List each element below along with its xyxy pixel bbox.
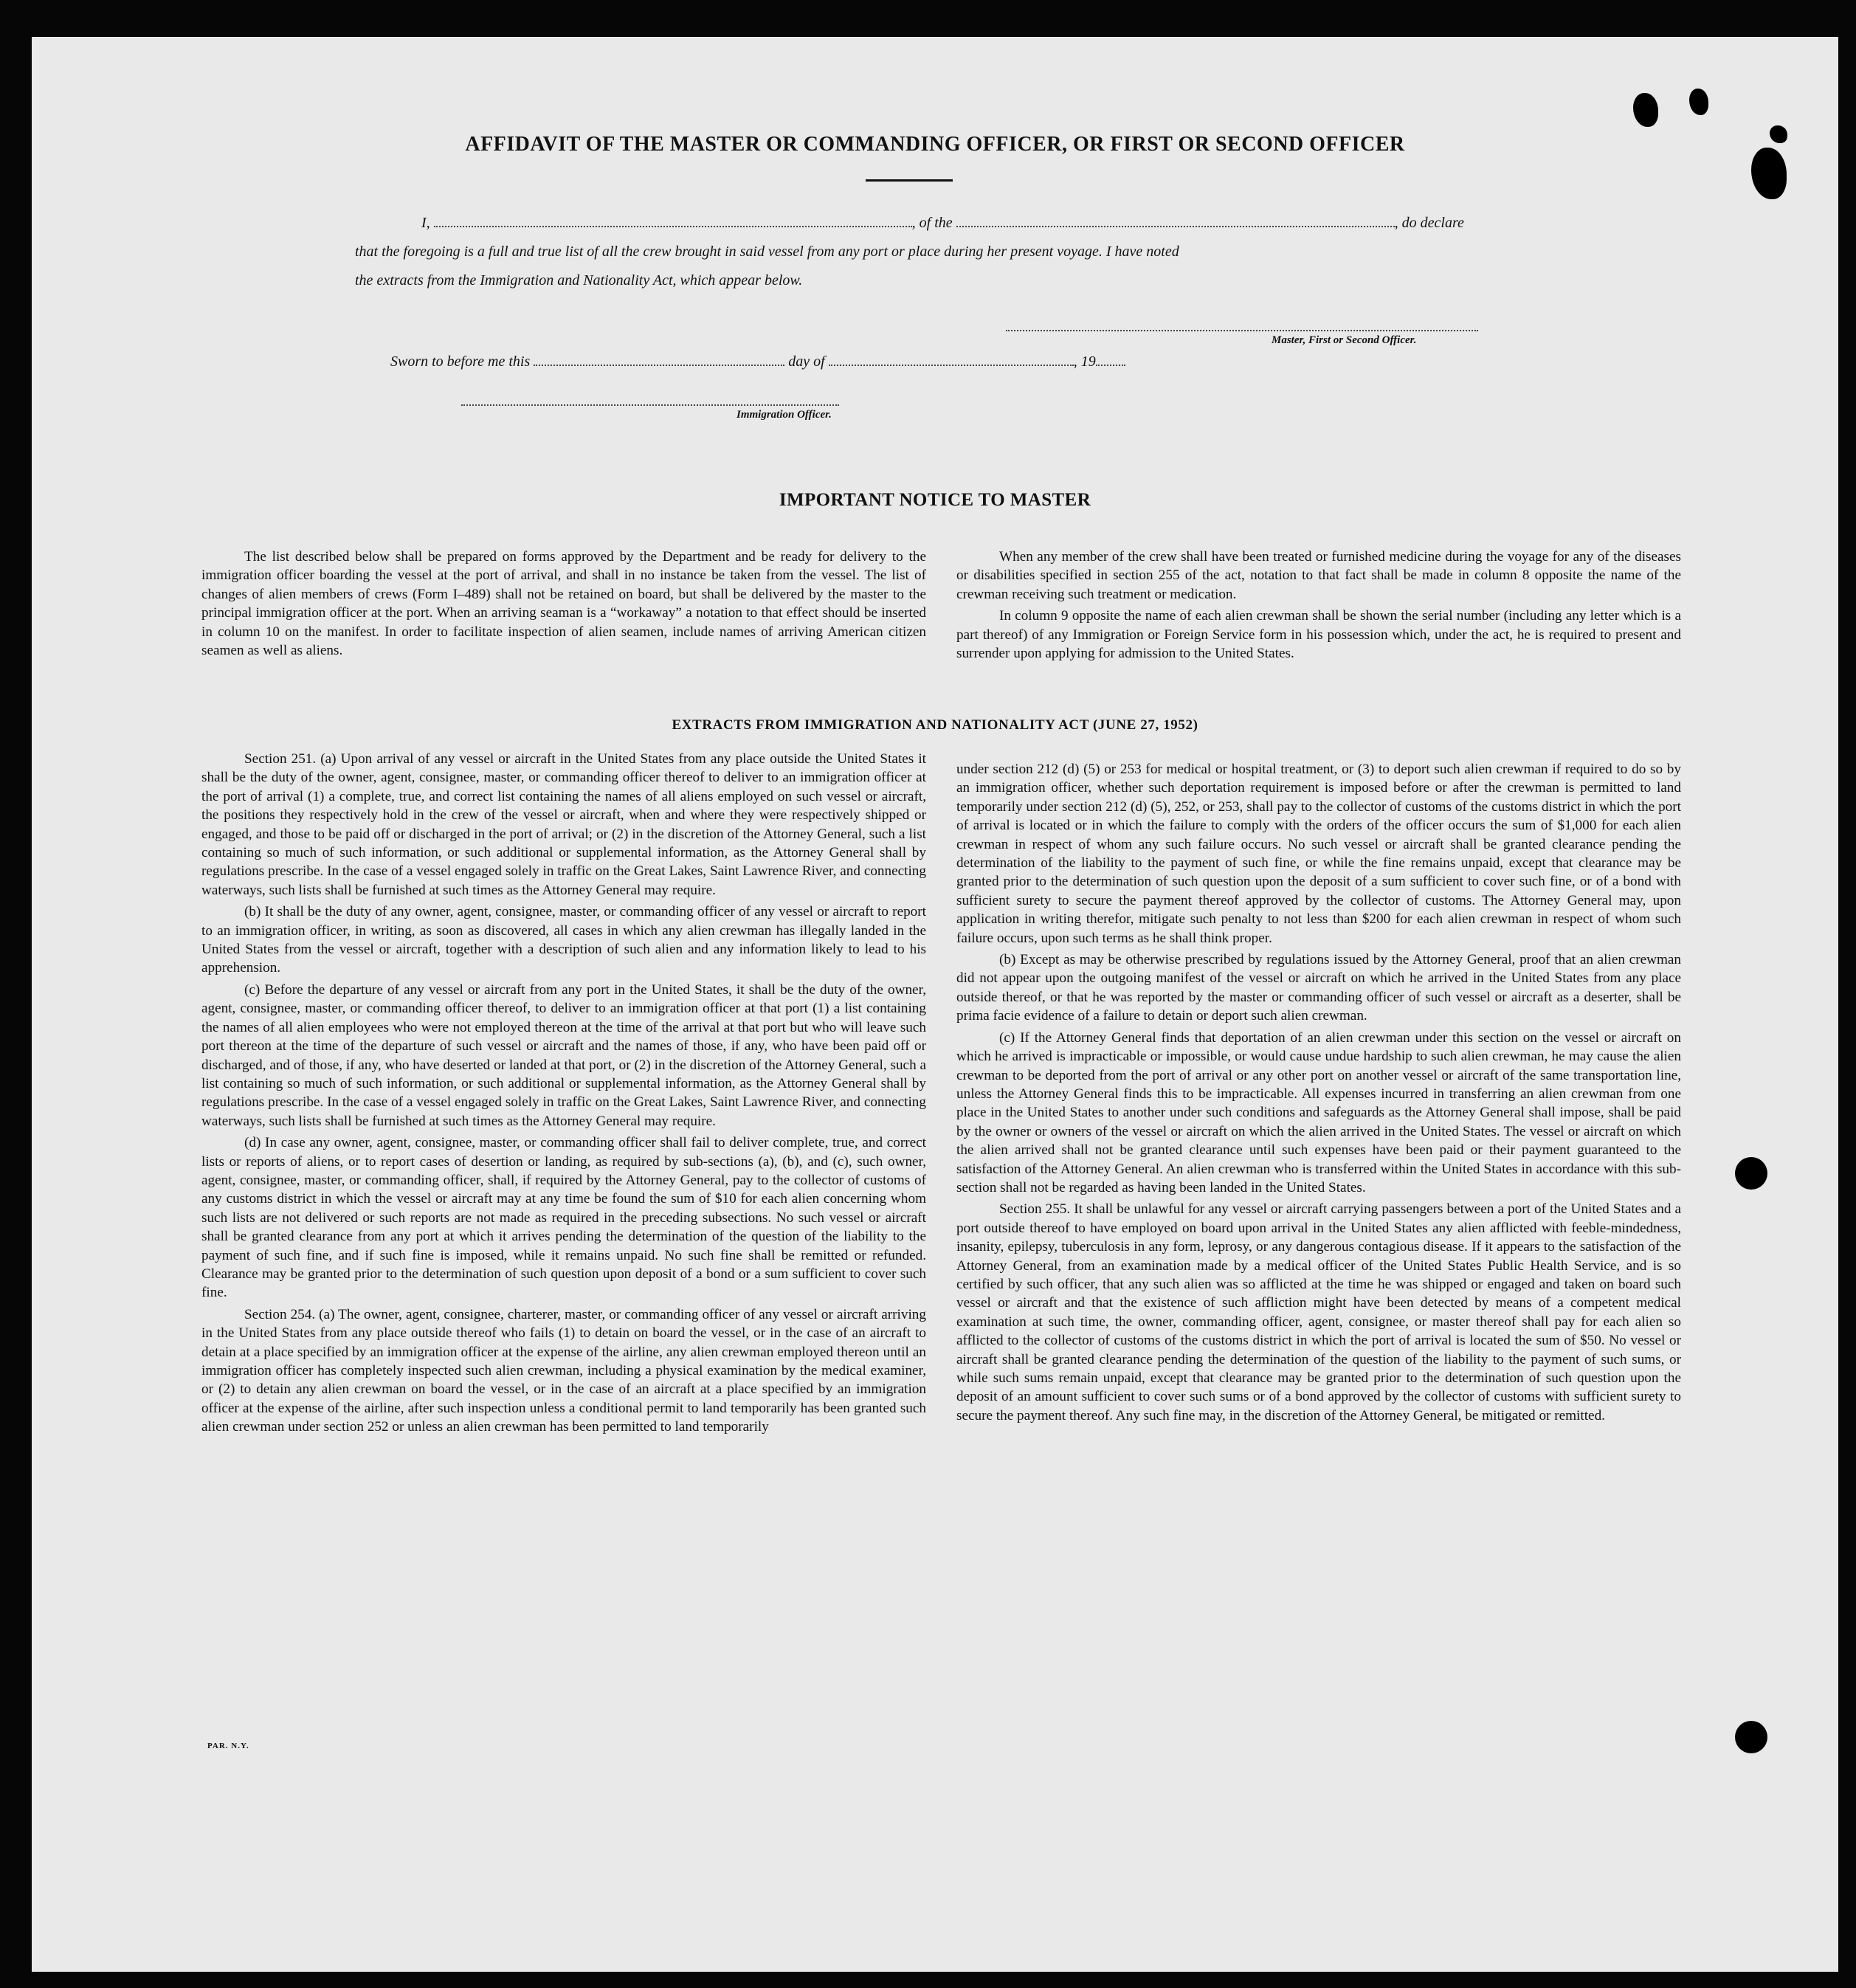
notice-left-column	[201, 548, 926, 663]
binder-hole	[1735, 1157, 1767, 1190]
declaration-line-1	[421, 209, 1464, 237]
section-251-a: Section 251. (a) Upon arrival of any vessel or aircraft in the United States from any place outside the United States it shall be the duty of the owner, agent, consignee, master, or commanding officer thereof to deliver to an immigration officer at the port of arrival (1) a complete, true, and correct list containing the names of all aliens employed on such vessel or aircraft, the positions they respectively hold in the crew of the vessel or aircraft, when and where they were respectively shipped or engaged, and those to be paid off or discharged in the port of arrival; or (2) in the discretion of the Attorney General, such a list containing so much of such information, or such additional or supplemental information, as the Attorney General shall by regulations prescribe. In the case of a vessel engaged solely in traffic on the Great Lakes, Saint Lawrence River, and connecting waterways, such lists shall be furnished at such times as the Attorney General may require.	[201, 751, 926, 898]
officer-signature-line[interactable]	[461, 404, 839, 406]
section-254-b: (b) Except as may be otherwise prescribed by regulations issued by the Attorney General, proof that an alien crewman did not appear upon the outgoing manifest of the vessel or aircraft on which he arrived in the United States from any place outside thereof, or that he was reported by the master or commanding officer of such vessel or aircraft as a deserter, shall be prima facie evidence of a failure to detain or deport such alien crewman.	[956, 952, 1681, 1024]
declarant-label: I,	[421, 215, 430, 231]
sworn-month-field[interactable]	[829, 351, 1074, 366]
notice-right-paragraph-1: When any member of the crew shall have been treated or furnished medicine during the voyage for any of the diseases or disabilities specified in section 255 of the act, notation to that fact shall be made in column 8 opposite the name of the crewman receiving such treatment or medication.	[956, 549, 1681, 602]
extracts-title: EXTRACTS FROM IMMIGRATION AND NATIONALITY ACT (JUNE 27, 1952)	[672, 717, 1198, 733]
declaration-line-2: that the foregoing is a full and true list of all the crew brought in said vessel from any port or place during her present voyage. I have noted	[355, 244, 1179, 260]
master-signature-line[interactable]	[1006, 330, 1478, 331]
sworn-day-field[interactable]	[534, 351, 784, 366]
day-of-label: day of	[788, 353, 825, 370]
document-page	[32, 37, 1838, 1972]
vessel-name-field[interactable]	[956, 213, 1395, 227]
sworn-label: Sworn to before me this	[390, 353, 531, 370]
section-251-d: (d) In case any owner, agent, consignee, master, or commanding officer shall fail to deliver complete, true, and correct lists or reports of aliens, or to report cases of desertion or landing, as required by sub-sections (a), (b), and (c), such owner, agent, consignee, master, or commanding officer, shall, if required by the Attorney General, pay to the collector of customs of any customs district in which the vessel or aircraft may at any time be found the sum of $10 for each alien concerning whom such lists are not delivered or such reports are not made as required in the preceding subsections. No such vessel or aircraft shall be granted clearance from any port at which it arrives pending the determination of the question of the liability to the payment of such fine, and if such fine is imposed, while it remains unpaid. No such fine shall be remitted or refunded. Clearance may be granted prior to the determination of such question upon deposit of a bond or a sum sufficient to cover such fine.	[201, 1135, 926, 1301]
affidavit-title: AFFIDAVIT OF THE MASTER OR COMMANDING OFFICER, OR FIRST OR SECOND OFFICER	[465, 133, 1405, 156]
extracts-right-column	[956, 760, 1681, 1428]
notice-right-column	[956, 548, 1681, 666]
declaration-line-3: the extracts from the Immigration and Nationality Act, which appear below.	[355, 272, 803, 289]
notice-left-paragraph: The list described below shall be prepared on forms approved by the Department and be ready for delivery to the immigration officer boarding the vessel at the port of arrival, and shall in no instance be taken from the vessel. The list of changes of alien members of crews (Form I–489) shall not be retained on board, but shall be delivered by the master to the principal immigration officer at the port. When an arriving seaman is a “workaway” a notation to that effect should be inserted in column 10 on the manifest. In order to facilitate inspection of alien seamen, include names of arriving American citizen seamen as well as aliens.	[201, 549, 926, 659]
section-254-a: Section 254. (a) The owner, agent, consignee, charterer, master, or commanding officer of any vessel or aircraft arriving in the United States from any place outside thereof who fails (1) to detain on board the vessel, or in the case of an aircraft to detain at a place specified by an immigration officer at the expense of the airline, any alien crewman employed thereon until an immigration officer has completely inspected such alien crewman, including a physical examination by the medical examiner, or (2) to detain any alien crewman on board the vessel, or in the case of an aircraft at a place specified by an immigration officer at the expense of the airline, after such inspection unless a conditional permit to land temporarily has been granted such alien crewman under section 252 or unless an alien crewman has been permitted to land temporarily	[201, 1306, 926, 1435]
declarant-name-field[interactable]	[434, 213, 912, 227]
officer-signature-label: Immigration Officer.	[736, 409, 832, 421]
master-signature-label: Master, First or Second Officer.	[1272, 334, 1417, 346]
torn-edge-mark	[1689, 89, 1708, 115]
section-251-b: (b) It shall be the duty of any owner, agent, consignee, master, or commanding officer of any vessel or aircraft to report to an immigration officer, in writing, as soon as discovered, all cases in which any alien crewman has illegally landed in the United States from the vessel or aircraft, together with a description of such alien and any information likely to lead to his apprehension.	[201, 904, 926, 976]
printer-mark: PAR. N.Y.	[207, 1742, 249, 1750]
section-251-c: (c) Before the departure of any vessel or aircraft from any port in the United States, it shall be the duty of the owner, agent, consignee, master, or commanding officer thereof, to deliver to an immigration officer at that port (1) a list containing the names of all alien employees who were not employed thereon at the time of the arrival at that port but who will leave such port thereon at the time of the departure of such vessel or aircraft and the names of those, if any, who have been paid off or discharged, and of those, if any, who have deserted or landed at that port, or (2) in the discretion of the Attorney General, such a list containing so much of such information, or such additional or supplemental information, as the Attorney General shall by regulations prescribe. In the case of a vessel engaged solely in traffic on the Great Lakes, Saint Lawrence River, and connecting waterways, such lists shall be furnished at such times as the Attorney General may require.	[201, 981, 926, 1129]
of-the-label: , of the	[911, 215, 953, 231]
section-254-c: (c) If the Attorney General finds that deportation of an alien crewman under this section on the vessel or aircraft on which he arrived is impracticable or impossible, or would cause undue hardship to such alien crewman, he may cause the alien crewman to be deported from the port of arrival or any other port on another vessel or aircraft of the same transportation line, unless the Attorney General finds this to be impracticable. All expenses incurred in transferring an alien crewman from one place in the United States to another under such conditions and safeguards as the Attorney General shall impose, shall be paid by the owner or owners of the vessel or aircraft on which the alien arrived in the United States. The vessel or aircraft on which the alien arrived shall not be granted clearance until such expenses have been paid or their payment guaranteed to the satisfaction of the Attorney General. An alien crewman who is transferred within the United States in accordance with this sub-section shall not be regarded as having been landed in the United States.	[956, 1029, 1681, 1195]
section-255: Section 255. It shall be unlawful for any vessel or aircraft carrying passengers between a port of the United States and a port outside thereof to have employed on board upon arrival in the United States any alien afflicted with feeble-mindedness, insanity, epilepsy, tuberculosis in any form, leprosy, or any dangerous contagious disease. If it appears to the satisfaction of the Attorney General, from an examination made by a medical officer of the United States Public Health Service, and is so certified by such officer, that any such alien was so afflicted at the time he was shipped or engaged and taken on board such vessel or aircraft and that the existence of such affliction might have been detected by means of a competent medical examination at such time, the owner, commanding officer, agent, consignee, or master thereof shall pay for each alien so afflicted to the collector of customs of the customs district in which the port of arrival is located the sum of $50. No vessel or aircraft shall be granted clearance pending the determination of the question of the liability to the payment of such sums, or while such sums remain unpaid, except that clearance may be granted prior to the determination of such question upon the deposit of an amount sufficient to cover such sums or of a bond approved by the collector of customs with sufficient surety to secure the payment thereof. Any such fine may, in the discretion of the Attorney General, be mitigated or remitted.	[956, 1201, 1681, 1423]
notice-title: IMPORTANT NOTICE TO MASTER	[779, 490, 1091, 510]
section-254-a-continued: under section 212 (d) (5) or 253 for medical or hospital treatment, or (3) to deport such alien crewman if required to do so by an immigration officer, whether such deportation requirement is imposed before or after the crewman is permitted to land temporarily under section 212 (d) (5), 252, or 253, shall pay to the collector of customs of the customs district in which the port of arrival is located or in which the failure to comply with the orders of the officer occurs the sum of $1,000 for each alien crewman in respect of whom any such failure occurs. No such vessel or aircraft shall be granted clearance pending the determination of the liability to the payment of such fine, or while the fine remains unpaid, except that clearance may be granted prior to the determination of such question upon the deposit of a sum sufficient to cover such fine, or of a bond with sufficient surety to secure the payment thereof approved by the collector of customs. The Attorney General may, upon application in writing therefor, mitigate such penalty to not less than $200 for each alien crewman in respect of whom such failure occurs, upon such terms as he shall think proper.	[956, 762, 1681, 946]
do-declare-label: , do declare	[1394, 215, 1464, 231]
sworn-line	[390, 348, 1125, 376]
year-label: , 19	[1073, 353, 1096, 370]
binder-hole	[1735, 1721, 1767, 1753]
notice-right-paragraph-2: In column 9 opposite the name of each alien crewman shall be shown the serial number (including any letter which is a part thereof) of any Immigration or Foreign Service form in his possession which, under the act, he is required to present and surrender upon applying for admission to the United States.	[956, 608, 1681, 662]
sworn-year-field[interactable]	[1096, 351, 1125, 366]
title-underline	[866, 179, 953, 182]
extracts-left-column	[201, 750, 926, 1440]
torn-edge-mark	[1633, 93, 1658, 127]
